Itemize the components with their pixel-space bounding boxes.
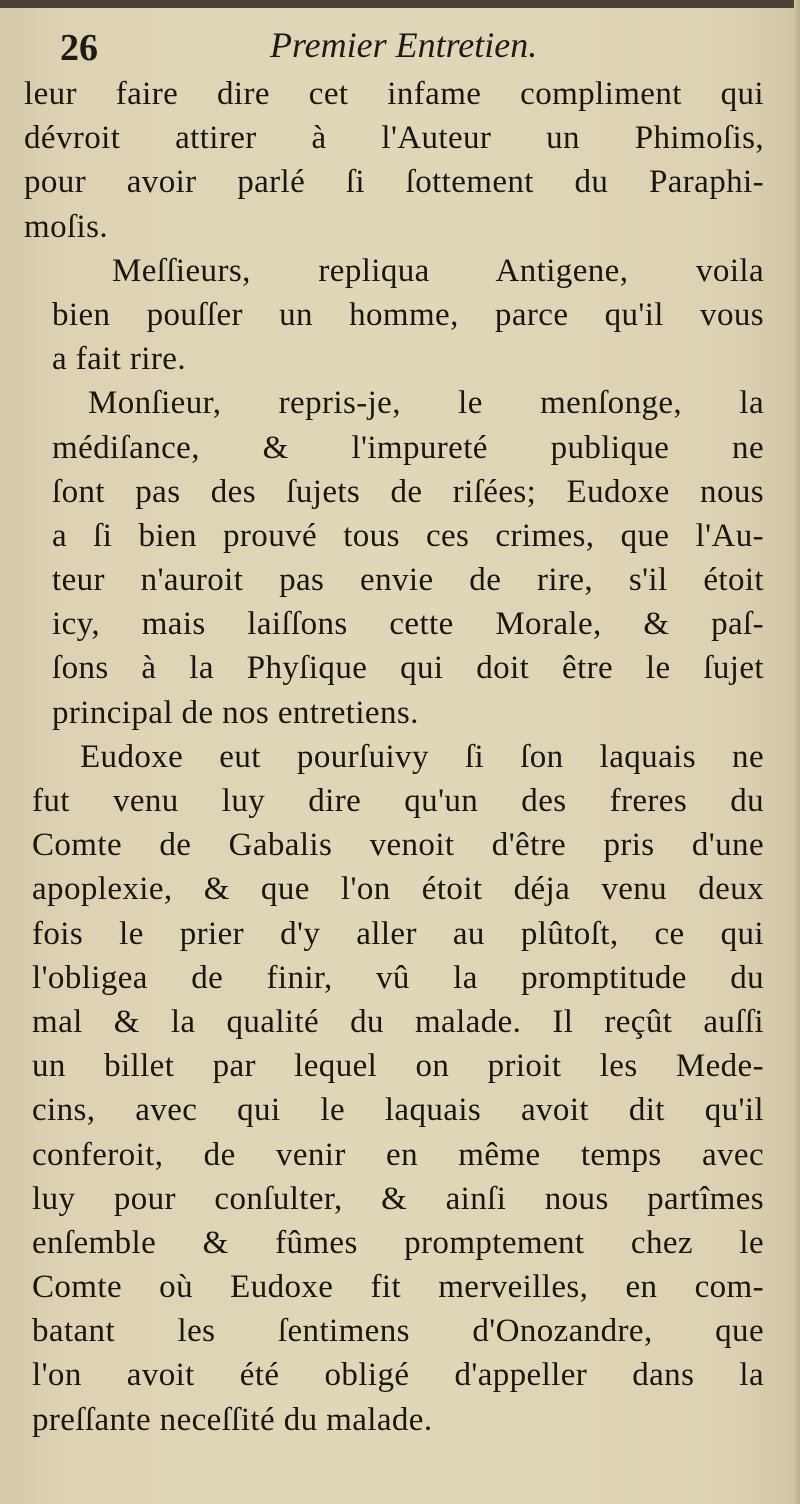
text-line: apoplexie, & que l'on étoit déja venu deux <box>32 871 764 908</box>
page-number: 26 <box>60 27 98 69</box>
text-line: principal de nos entretiens. <box>52 694 419 731</box>
text-line: fut venu luy dire qu'un des freres du <box>32 783 764 819</box>
text-line: Monſieur, repris-je, le menſonge, la <box>88 385 764 422</box>
page-top-edge <box>0 0 800 8</box>
text-line: ſont pas des ſujets de riſées; Eudoxe nous <box>52 473 764 510</box>
text-line: fois le prier d'y aller au plûtoſt, ce qui <box>32 915 764 952</box>
text-line: l'obligea de finir, vû la promptitude du <box>32 959 764 996</box>
text-line: icy, mais laiſſons cette Morale, & paſ- <box>52 606 764 643</box>
text-line: l'on avoit été obligé d'appeller dans la <box>32 1357 764 1394</box>
text-line: un billet par lequel on prioit les Mede- <box>32 1048 764 1085</box>
text-line: luy pour conſulter, & ainſi nous partîmes <box>32 1180 764 1217</box>
text-line: Meſſieurs, repliqua Antigene, voila <box>112 252 764 289</box>
text-line: bien pouſſer un homme, parce qu'il vous <box>52 296 764 333</box>
text-line: batant les ſentimens d'Onozandre, que <box>32 1313 764 1350</box>
text-line: teur n'auroit pas envie de rire, s'il étoit <box>52 562 764 599</box>
body-text <box>24 72 764 1442</box>
text-line: preſſante neceſſité du malade. <box>32 1401 433 1438</box>
text-line: Eudoxe eut pourſuivy ſi ſon laquais ne <box>80 738 764 775</box>
text-line: moſis. <box>24 208 108 245</box>
running-title: Premier Entretien. <box>270 25 538 65</box>
text-line: médiſance, & l'impureté publique ne <box>52 429 764 466</box>
text-line: conferoit, de venir en même temps avec <box>32 1136 764 1173</box>
text-line: leur faire dire cet infame compliment qui <box>24 76 764 112</box>
text-line: mal & la qualité du malade. Il reçût auſſi <box>32 1003 764 1040</box>
page-header <box>60 20 760 70</box>
text-line: a ſi bien prouvé tous ces crimes, que l'Au- <box>52 517 764 554</box>
text-line: ſons à la Phyſique qui doit être le ſujet <box>52 650 764 687</box>
text-line: Comte de Gabalis venoit d'être pris d'une <box>32 827 764 864</box>
text-line: Comte où Eudoxe fit merveilles, en com- <box>32 1269 764 1306</box>
text-line: pour avoir parlé ſi ſottement du Paraphi- <box>24 164 764 201</box>
text-line: dévroit attirer à l'Auteur un Phimoſis, <box>24 120 764 157</box>
text-line: cins, avec qui le laquais avoit dit qu'il <box>32 1092 764 1129</box>
text-line: a fait rire. <box>52 341 186 378</box>
text-line: enſemble & fûmes promptement chez le <box>32 1224 764 1261</box>
page-right-edge <box>794 0 800 1504</box>
